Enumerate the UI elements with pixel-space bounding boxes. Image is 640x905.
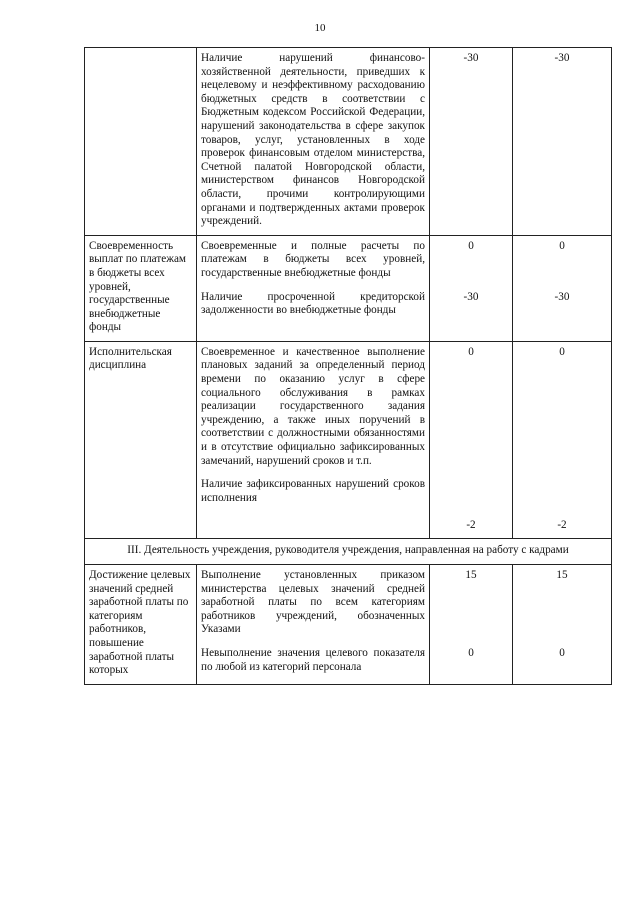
criterion-cell: Исполнительская дисциплина: [85, 341, 197, 539]
indicator-cell: [197, 341, 430, 539]
score-value: 15: [556, 569, 568, 582]
table-row: [85, 48, 612, 236]
score-cell: [430, 565, 513, 685]
score-value: 0: [468, 345, 474, 358]
section-heading: III. Деятельность учреждения, руководителя учреждения, направленная на работу с кадрами: [85, 539, 612, 565]
criteria-table: [84, 47, 612, 685]
score-cell: [513, 341, 612, 539]
score-value: 0: [559, 647, 565, 660]
indicator-text: Наличие просроченной кредиторской задолженности во внебюджетные фонды: [201, 290, 425, 317]
score-cell: [430, 341, 513, 539]
score-value: -2: [557, 518, 567, 531]
page-number: 10: [314, 22, 326, 34]
score-value: -30: [554, 290, 570, 303]
criterion-cell: Достижение целевых значений средней заработной платы по категориям работников, повышение заработной платы которых: [85, 565, 197, 685]
score-value: -30: [554, 52, 570, 64]
section-heading-row: [85, 539, 612, 565]
indicator-text: Своевременные и полные расчеты по платежам в бюджеты всех уровней, государственные внебюджетные фонды: [201, 239, 425, 279]
score-value: -30: [463, 290, 479, 303]
table-row: [85, 235, 612, 341]
score-value: 0: [468, 239, 474, 252]
indicator-cell: [197, 48, 430, 236]
indicator-text: Наличие зафиксированных нарушений сроков исполнения: [201, 478, 425, 504]
criterion-cell: [85, 48, 197, 236]
score-value: -2: [466, 518, 476, 531]
score-cell: [513, 565, 612, 685]
table-row: [85, 341, 612, 539]
indicator-text: Невыполнение значения целевого показателя по любой из категорий персонала: [201, 647, 425, 673]
score-cell: [430, 48, 513, 236]
score-cell: [513, 235, 612, 341]
score-value: 0: [559, 239, 565, 252]
score-cell: [513, 48, 612, 236]
score-value: 15: [465, 569, 477, 582]
table-row: [85, 565, 612, 685]
indicator-cell: [197, 565, 430, 685]
score-cell: [430, 235, 513, 341]
indicator-text: Своевременное и качественное выполнение плановых заданий за определенный период времени по оказанию услуг в сфере социального обслуживания в рамках реализации государственного задания учреждению, а также иных поручений в соответствии с должностными обязанностями и в отсутствие официально зафиксированных замечаний, нарушений сроков и т.п.: [201, 345, 425, 467]
score-value: -30: [463, 52, 479, 64]
indicator-text: Наличие нарушений финансово-хозяйственной деятельности, приведших к нецелевому и неэффективному расходованию бюджетных средств в соответствии с Бюджетным кодексом Российской Федерации, нарушений законодательства в сфере закупок товаров, услуг, установленных в ходе проверок финансовым отделом министерства, Счетной палатой Новгородской области, министерством финансов Новгородской области, прочими контролирующими органами и подтвержденных актами проверок учреждений.: [201, 52, 425, 228]
score-value: 0: [468, 647, 474, 660]
score-value: 0: [559, 345, 565, 358]
indicator-cell: [197, 235, 430, 341]
indicator-text: Выполнение установленных приказом министерства целевых значений средней заработной платы по всем категориям работников учреждений, обозначенных Указами: [201, 569, 425, 636]
criterion-cell: Своевременность выплат по платежам в бюджеты всех уровней, государственные внебюджетные фонды: [85, 235, 197, 341]
